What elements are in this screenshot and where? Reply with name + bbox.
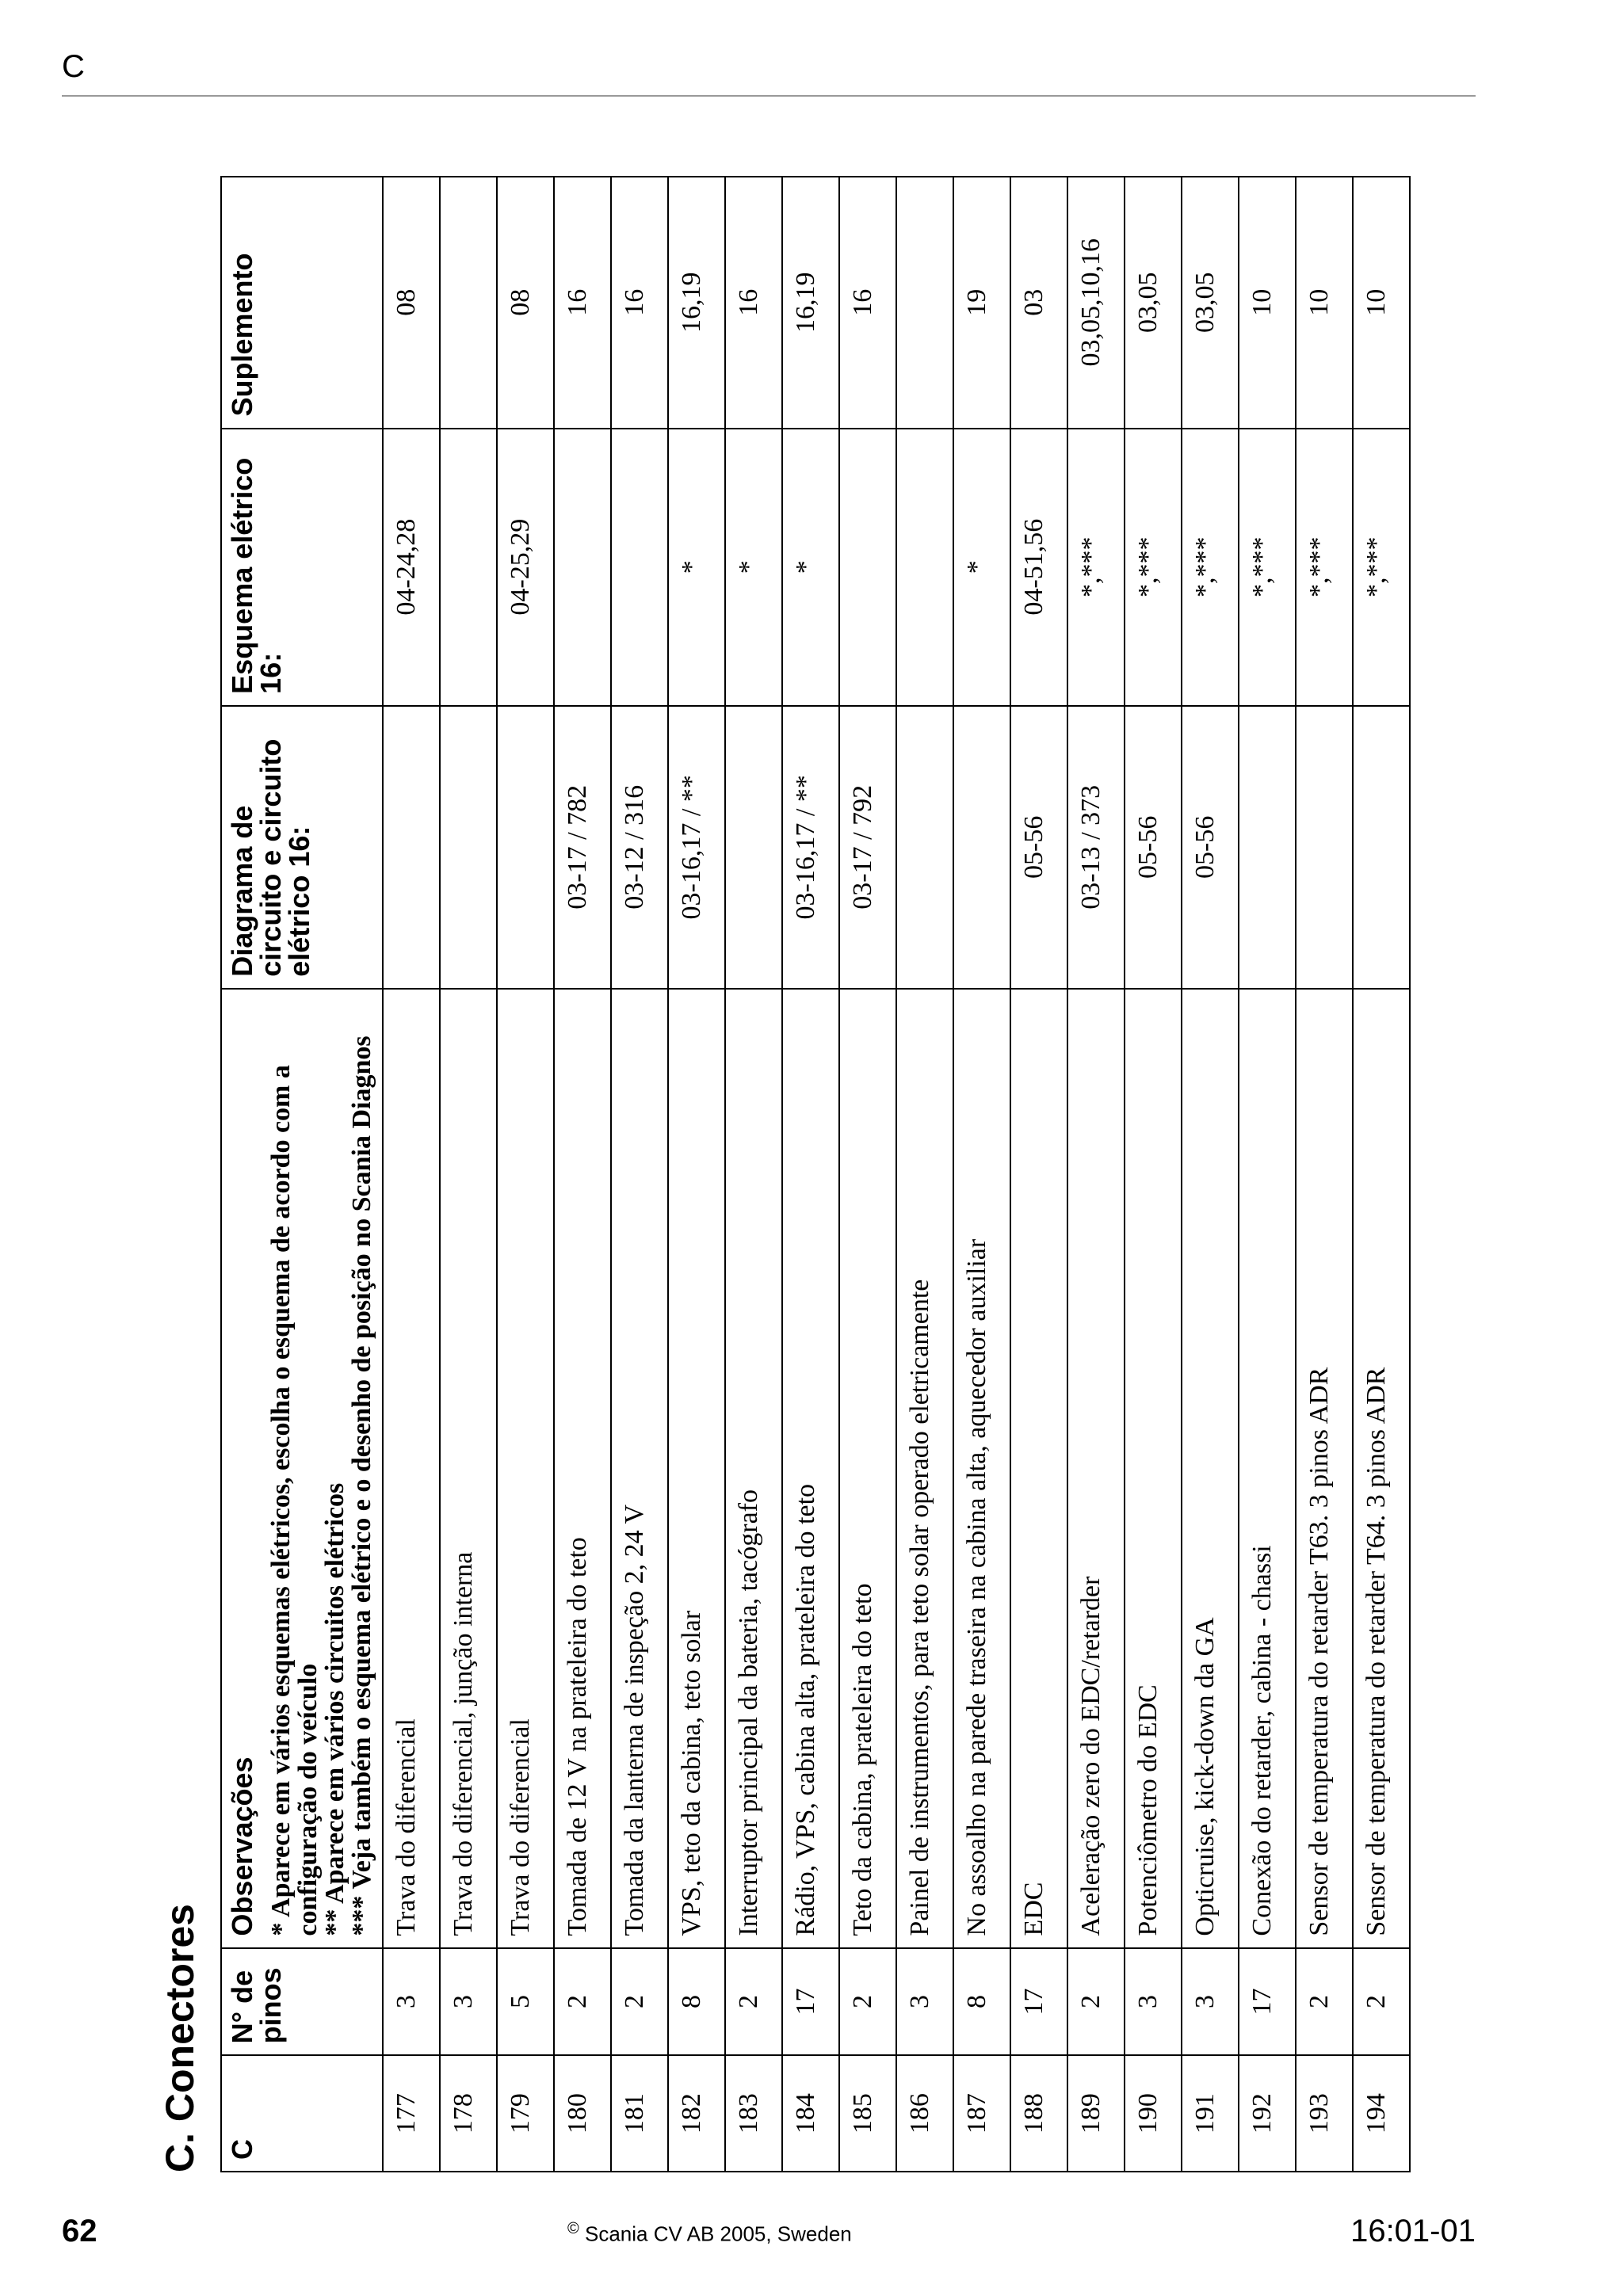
cell-scheme: 04-25,29	[497, 429, 554, 706]
cell-scheme: *,***	[1182, 429, 1239, 706]
table-row	[896, 177, 953, 2172]
cell-scheme	[440, 429, 497, 706]
note-line: ** Aparece em vários circuitos elétricos	[320, 1482, 349, 1936]
cell-c: 183	[725, 2055, 782, 2172]
header-observations	[221, 989, 383, 1948]
cell-supplement: 08	[497, 177, 554, 429]
cell-diagram: 05-56	[1125, 706, 1182, 989]
table-row	[1125, 177, 1182, 2172]
connectors-table	[220, 176, 1411, 2172]
cell-observation: Trava do diferencial, junção interna	[440, 989, 497, 1948]
table-row	[839, 177, 896, 2172]
copyright-text: Scania CV AB 2005, Sweden	[584, 2222, 852, 2246]
note-line: * Aparece em vários esquemas elétricos, escolha o esquema de acordo com a	[266, 1065, 296, 1936]
cell-scheme: *	[953, 429, 1010, 706]
cell-pins: 5	[497, 1948, 554, 2056]
cell-observation: VPS, teto da cabina, teto solar	[668, 989, 725, 1948]
cell-scheme: *	[725, 429, 782, 706]
cell-scheme	[554, 429, 611, 706]
cell-pins: 3	[440, 1948, 497, 2056]
cell-observation: Painel de instrumentos, para teto solar operado eletricamente	[896, 989, 953, 1948]
cell-scheme: *,***	[1296, 429, 1353, 706]
cell-pins: 17	[782, 1948, 839, 2056]
cell-supplement	[440, 177, 497, 429]
cell-pins: 2	[1067, 1948, 1125, 2056]
cell-observation: Tomada de 12 V na prateleira do teto	[554, 989, 611, 1948]
cell-observation: Trava do diferencial	[497, 989, 554, 1948]
cell-c: 178	[440, 2055, 497, 2172]
cell-c: 184	[782, 2055, 839, 2172]
cell-pins: 17	[1239, 1948, 1296, 2056]
cell-supplement: 16,19	[782, 177, 839, 429]
cell-supplement: 03,05,10,16	[1067, 177, 1125, 429]
cell-scheme	[896, 429, 953, 706]
cell-scheme: 04-24,28	[383, 429, 440, 706]
cell-c: 191	[1182, 2055, 1239, 2172]
table-row	[953, 177, 1010, 2172]
document-id: 16:01-01	[1350, 2214, 1476, 2248]
section-title: C. Conectores	[158, 1904, 202, 2172]
cell-observation: Opticruise, kick-down da GA	[1182, 989, 1239, 1948]
cell-scheme: *,***	[1125, 429, 1182, 706]
header-notes	[268, 1001, 376, 1936]
table-row	[1239, 177, 1296, 2172]
cell-c: 194	[1353, 2055, 1410, 2172]
cell-scheme: *,***	[1067, 429, 1125, 706]
table-row	[725, 177, 782, 2172]
cell-c: 187	[953, 2055, 1010, 2172]
cell-supplement: 03,05	[1182, 177, 1239, 429]
copyright	[567, 2220, 852, 2247]
table-row	[554, 177, 611, 2172]
cell-supplement: 16	[839, 177, 896, 429]
cell-c: 179	[497, 2055, 554, 2172]
cell-scheme	[611, 429, 668, 706]
cell-supplement: 10	[1296, 177, 1353, 429]
cell-diagram: 03-17 / 782	[554, 706, 611, 989]
table-header-row	[221, 177, 383, 2172]
table-row	[383, 177, 440, 2172]
table-row	[611, 177, 668, 2172]
header-pins: N° de pinos	[221, 1948, 383, 2056]
cell-pins: 2	[725, 1948, 782, 2056]
cell-diagram: 05-56	[1182, 706, 1239, 989]
cell-pins: 3	[383, 1948, 440, 2056]
cell-scheme: *,***	[1353, 429, 1410, 706]
cell-pins: 3	[896, 1948, 953, 2056]
table-row	[440, 177, 497, 2172]
cell-supplement: 10	[1239, 177, 1296, 429]
cell-pins: 3	[1125, 1948, 1182, 2056]
cell-observation: Teto da cabina, prateleira do teto	[839, 989, 896, 1948]
table-row	[668, 177, 725, 2172]
cell-observation: Interruptor principal da bateria, tacógrafo	[725, 989, 782, 1948]
copyright-symbol: ©	[567, 2220, 579, 2237]
cell-supplement: 16	[554, 177, 611, 429]
cell-diagram: 03-17 / 792	[839, 706, 896, 989]
table-row	[1067, 177, 1125, 2172]
header-rule	[62, 95, 1476, 97]
cell-diagram: 03-12 / 316	[611, 706, 668, 989]
cell-diagram	[1239, 706, 1296, 989]
cell-supplement: 10	[1353, 177, 1410, 429]
rotated-table-block	[157, 176, 1472, 2172]
cell-scheme	[839, 429, 896, 706]
cell-c: 185	[839, 2055, 896, 2172]
cell-scheme: *,***	[1239, 429, 1296, 706]
cell-pins: 17	[1010, 1948, 1067, 2056]
cell-pins: 8	[668, 1948, 725, 2056]
cell-pins: 3	[1182, 1948, 1239, 2056]
cell-pins: 2	[839, 1948, 896, 2056]
cell-supplement: 08	[383, 177, 440, 429]
page-number: 62	[62, 2214, 97, 2248]
cell-pins: 2	[554, 1948, 611, 2056]
cell-observation: EDC	[1010, 989, 1067, 1948]
cell-pins: 2	[1353, 1948, 1410, 2056]
cell-c: 177	[383, 2055, 440, 2172]
cell-supplement: 03,05	[1125, 177, 1182, 429]
cell-scheme: 04-51,56	[1010, 429, 1067, 706]
cell-diagram	[1353, 706, 1410, 989]
cell-diagram	[497, 706, 554, 989]
cell-supplement: 03	[1010, 177, 1067, 429]
cell-observation: Potenciômetro do EDC	[1125, 989, 1182, 1948]
cell-diagram	[440, 706, 497, 989]
header-supplement: Suplemento	[221, 177, 383, 429]
table-row	[782, 177, 839, 2172]
cell-diagram: 03-13 / 373	[1067, 706, 1125, 989]
cell-observation: Tomada da lanterna de inspeção 2, 24 V	[611, 989, 668, 1948]
header-diagram: Diagrama de circuito e circuito elétrico 16:	[221, 706, 383, 989]
note-line: *** Veja também o esquema elétrico e o desenho de posição no Scania Diagnos	[347, 1035, 376, 1936]
cell-supplement: 16	[611, 177, 668, 429]
running-head: C	[62, 49, 85, 84]
cell-diagram: 05-56	[1010, 706, 1067, 989]
header-c: C	[221, 2055, 383, 2172]
table-row	[1296, 177, 1353, 2172]
table-row	[1182, 177, 1239, 2172]
table-row	[497, 177, 554, 2172]
cell-supplement: 16,19	[668, 177, 725, 429]
cell-supplement	[896, 177, 953, 429]
header-scheme: Esquema elétrico 16:	[221, 429, 383, 706]
cell-diagram	[725, 706, 782, 989]
cell-observation: Conexão do retarder, cabina - chassi	[1239, 989, 1296, 1948]
cell-observation: No assoalho na parede traseira na cabina alta, aquecedor auxiliar	[953, 989, 1010, 1948]
cell-scheme: *	[668, 429, 725, 706]
observations-title: Observações	[226, 1756, 258, 1936]
cell-observation: Sensor de temperatura do retarder T63. 3 pinos ADR	[1296, 989, 1353, 1948]
cell-supplement: 19	[953, 177, 1010, 429]
cell-observation: Rádio, VPS, cabina alta, prateleira do teto	[782, 989, 839, 1948]
cell-diagram	[1296, 706, 1353, 989]
cell-diagram: 03-16,17 / **	[668, 706, 725, 989]
cell-pins: 8	[953, 1948, 1010, 2056]
cell-c: 180	[554, 2055, 611, 2172]
table-row	[1010, 177, 1067, 2172]
cell-observation: Sensor de temperatura do retarder T64. 3 pinos ADR	[1353, 989, 1410, 1948]
cell-c: 182	[668, 2055, 725, 2172]
cell-pins: 2	[1296, 1948, 1353, 2056]
cell-c: 189	[1067, 2055, 1125, 2172]
cell-diagram	[953, 706, 1010, 989]
cell-observation: Aceleração zero do EDC/retarder	[1067, 989, 1125, 1948]
cell-c: 190	[1125, 2055, 1182, 2172]
cell-c: 181	[611, 2055, 668, 2172]
cell-diagram	[383, 706, 440, 989]
cell-diagram: 03-16,17 / **	[782, 706, 839, 989]
cell-c: 193	[1296, 2055, 1353, 2172]
table-row	[1353, 177, 1410, 2172]
note-line: configuração do veículo	[293, 1663, 323, 1936]
cell-scheme: *	[782, 429, 839, 706]
cell-pins: 2	[611, 1948, 668, 2056]
cell-c: 188	[1010, 2055, 1067, 2172]
cell-c: 186	[896, 2055, 953, 2172]
cell-diagram	[896, 706, 953, 989]
cell-observation: Trava do diferencial	[383, 989, 440, 1948]
cell-supplement: 16	[725, 177, 782, 429]
cell-c: 192	[1239, 2055, 1296, 2172]
